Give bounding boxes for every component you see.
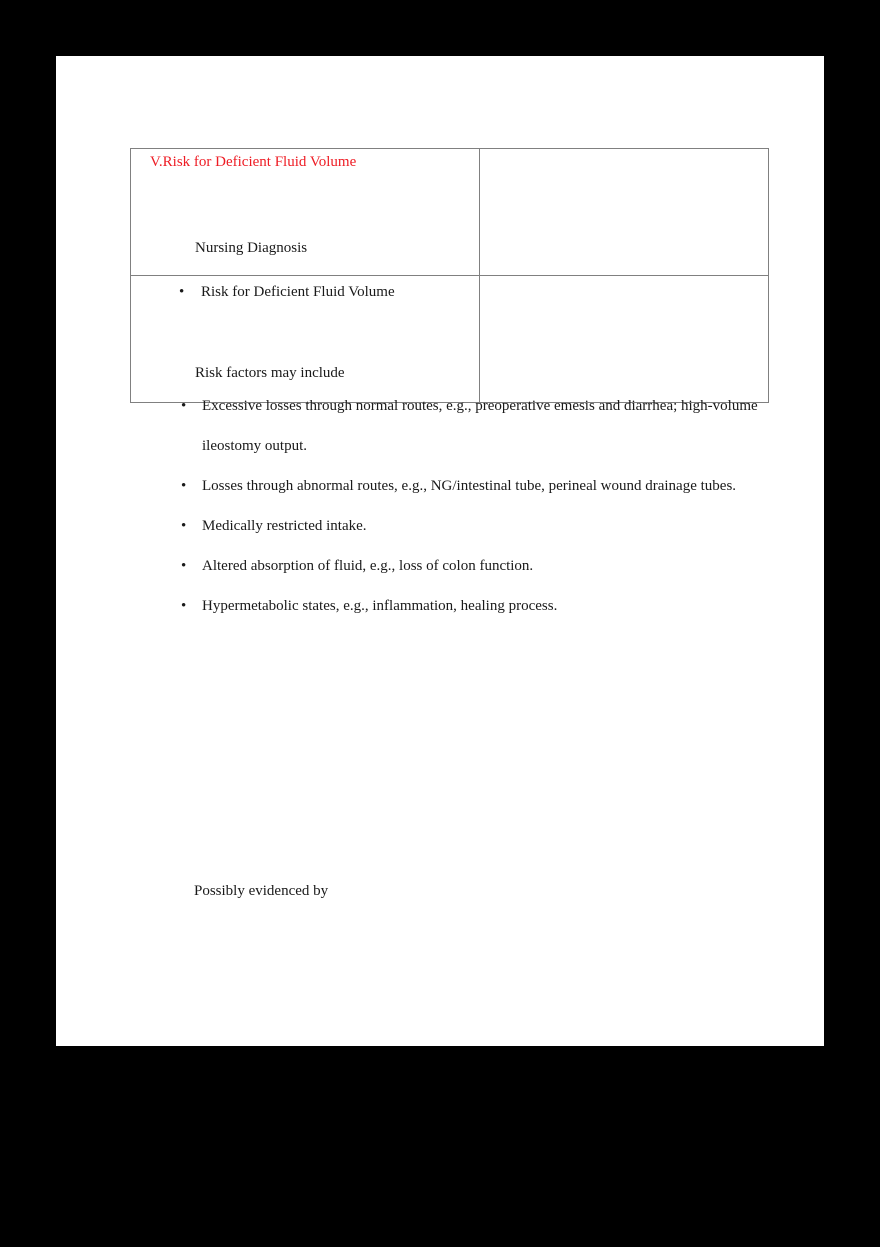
cell-content-empty	[480, 149, 768, 275]
list-item-text: Excessive losses through normal routes, e.g., preoperative emesis and diarrhea; high-volume ileostomy output.	[202, 398, 758, 454]
list-item	[130, 386, 770, 466]
bullet-glyph-icon: •	[179, 284, 185, 300]
section-heading: V.Risk for Deficient Fluid Volume	[150, 154, 357, 170]
list-item	[130, 586, 770, 626]
bullet-glyph-icon: •	[181, 398, 187, 414]
table-cell-diagnosis-heading	[131, 149, 480, 276]
list-item	[130, 546, 770, 586]
document-page	[56, 56, 824, 1046]
possibly-evidenced-by-label: Possibly evidenced by	[194, 883, 329, 899]
cell-content	[131, 149, 479, 275]
diagnosis-bullet-item	[179, 283, 395, 301]
bullet-glyph-icon: •	[181, 518, 187, 534]
table-cell-empty-right-1	[480, 149, 769, 276]
bullet-glyph-icon: •	[181, 598, 187, 614]
list-item-text: Medically restricted intake.	[202, 518, 367, 534]
list-item	[130, 466, 770, 506]
list-item-text: Altered absorption of fluid, e.g., loss of colon function.	[202, 558, 534, 574]
risk-factor-list	[130, 386, 770, 626]
table-cell-diagnosis-item	[131, 276, 480, 403]
bullet-glyph-icon: •	[181, 478, 187, 494]
bullet-glyph-icon: •	[181, 558, 187, 574]
cell-content	[131, 276, 479, 402]
list-item-text: Hypermetabolic states, e.g., inflammation, healing process.	[202, 598, 558, 614]
list-item	[130, 506, 770, 546]
risk-factors-label: Risk factors may include	[195, 365, 345, 381]
table-row	[131, 276, 769, 403]
table-cell-empty-right-2	[480, 276, 769, 403]
nursing-diagnosis-label: Nursing Diagnosis	[195, 240, 308, 256]
table-body	[131, 149, 769, 403]
table-row	[131, 149, 769, 276]
care-plan-table	[130, 148, 769, 403]
cell-content-empty	[480, 276, 768, 402]
diagnosis-bullet-text: Risk for Deficient Fluid Volume	[201, 284, 395, 300]
list-item-text: Losses through abnormal routes, e.g., NG/intestinal tube, perineal wound drainage tubes.	[202, 478, 737, 494]
